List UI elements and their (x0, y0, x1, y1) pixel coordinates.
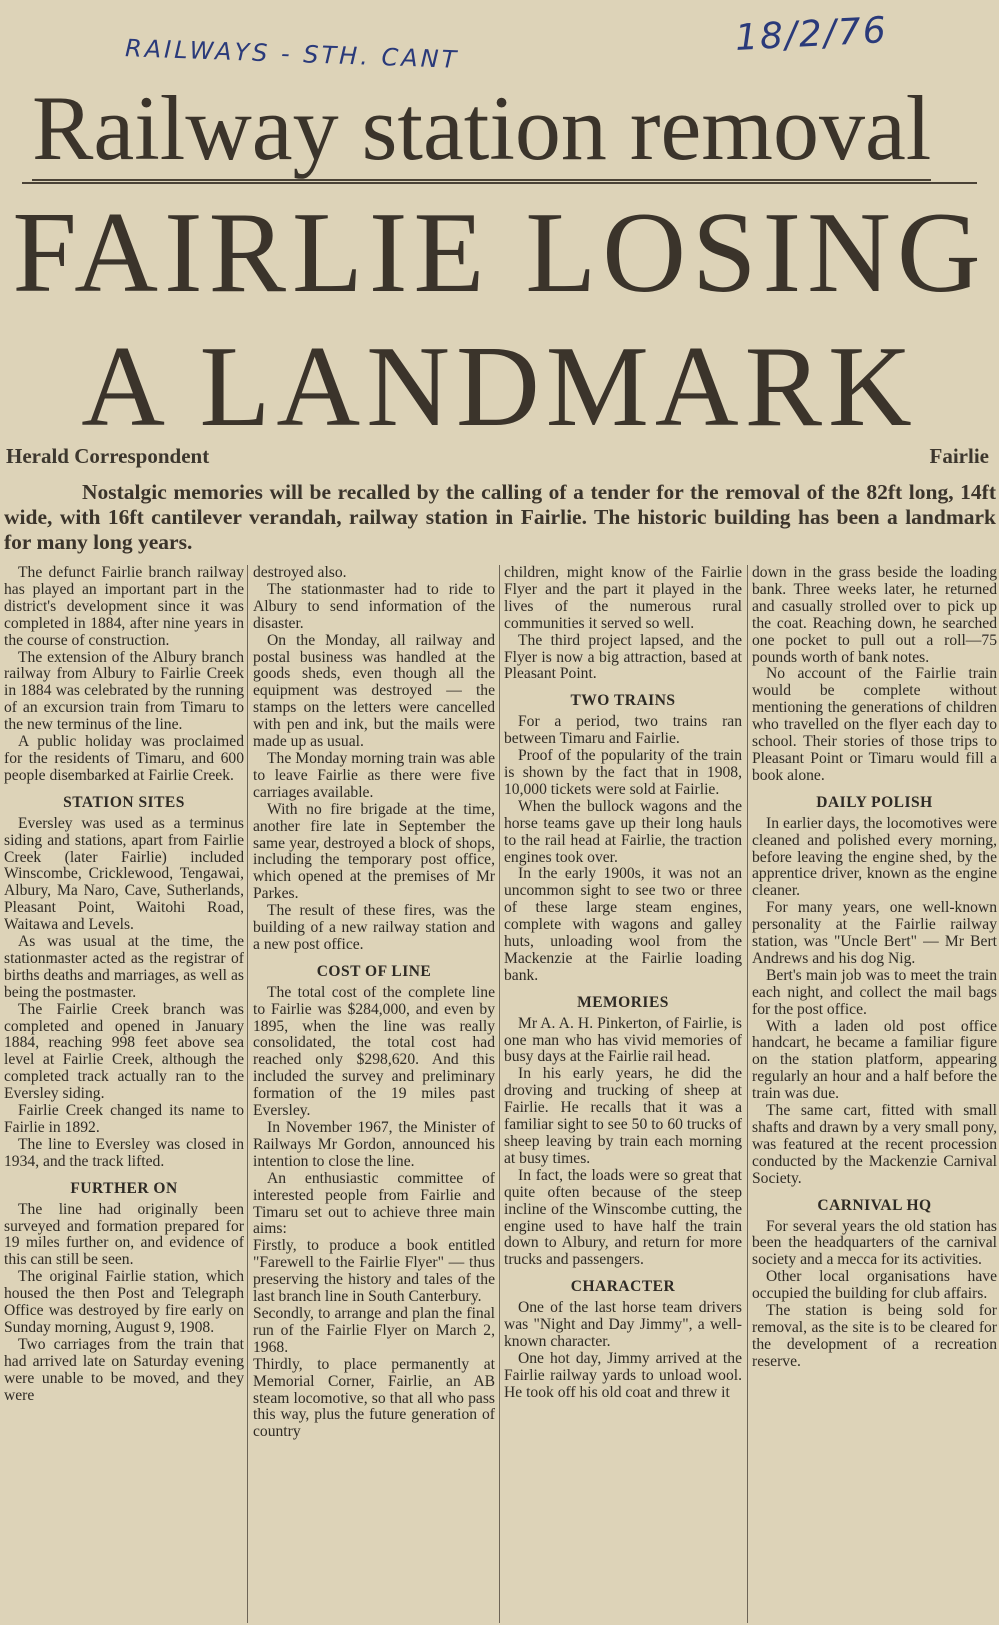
headline-kicker-text: Railway station removal (32, 77, 932, 179)
paragraph: The defunct Fairlie branch railway has played an important part in the district's development since it was completed in 1884, after nine years in the course of construction. (4, 565, 244, 649)
paragraph: With no fire brigade at the time, another fire late in September the same year, destroyed a block of shops, including the temporary post office, which opened at the premises of Mr Parkes. (253, 800, 495, 903)
paragraph: Mr A. A. H. Pinkerton, of Fairlie, is one man who has vivid memories of busy days at the Fairlie rail head. (504, 1014, 742, 1066)
subheading-further-on: FURTHER ON (70, 1179, 178, 1197)
paragraph: With a laden old post office handcart, he became a familiar figure on the station platform, appearing regularly an hour and a half before the train was due. (752, 1017, 997, 1103)
paragraph: Secondly, to arrange and plan the final run of the Fairlie Flyer on March 2, 1968. (253, 1304, 495, 1356)
column-divider (747, 565, 748, 1623)
paragraph: The line to Eversley was closed in 1934, and the track lifted. (4, 1135, 244, 1170)
main-headline-line1: FAIRLIE LOSING (12, 189, 987, 317)
main-headline-line2: A LANDMARK (81, 323, 918, 451)
paragraph: For a period, two trains ran between Timaru and Fairlie. (504, 713, 742, 748)
article-column-1 (4, 565, 244, 1623)
subheading-character: CHARACTER (570, 1278, 676, 1296)
subheading-two-trains: TWO TRAINS (570, 692, 676, 710)
paragraph: Bert's main job was to meet the train each night, and collect the mail bags for the post office. (752, 966, 997, 1018)
paragraph: Eversley was used as a terminus siding and stations, apart from Fairlie Creek (later Fairlie) included Winscombe, Cricklewood, Tengawai, Albury, Ma Naro, Cave, Sutherlands, Pleasant Point, Waitohi Road, Waitawa and Levels. (4, 814, 244, 934)
column-divider (247, 565, 248, 1623)
paragraph: The Monday morning train was able to leave Fairlie as there were five carriages available. (253, 749, 495, 801)
subheading-daily-polish: DAILY POLISH (816, 793, 933, 811)
subheading-memories: MEMORIES (577, 993, 669, 1011)
paragraph: children, might know of the Fairlie Flyer and the part it played in the lives of the numerous rural communities it served so well. (504, 565, 742, 632)
paragraph: Thirdly, to place permanently at Memorial Corner, Fairlie, an AB steam locomotive, so that all who pass this way, plus the future generation of country (253, 1355, 495, 1441)
paragraph: One of the last horse team drivers was "Night and Day Jimmy", a well-known character. (504, 1299, 742, 1350)
byline-location: Fairlie (929, 444, 989, 468)
paragraph: Proof of the popularity of the train is shown by the fact that in 1908, 10,000 tickets were sold at Fairlie. (504, 747, 742, 798)
subheading-carnival-hq: CARNIVAL HQ (817, 1196, 932, 1214)
handwritten-date-note: 18/2/76 (734, 10, 889, 59)
article-column-4 (752, 565, 997, 1623)
paragraph: In the early 1900s, it was not an uncommon sight to see two or three of these large steam engines, complete with wagons and galley huts, unloading wool from the Mackenzie at the Fairlie loading bank. (504, 865, 742, 984)
paragraph: The station is being sold for removal, as the site is to be cleared for the development of a recreation reserve. (752, 1302, 997, 1370)
paragraph: An enthusiastic committee of interested people from Fairlie and Timaru set out to achieve three main aims: (253, 1169, 495, 1238)
subheading-station-sites: STATION SITES (63, 793, 185, 811)
paragraph: The original Fairlie station, which housed the then Post and Telegraph Office was destroyed by fire early on Sunday morning, August 9, 1908. (4, 1268, 244, 1336)
paragraph: When the bullock wagons and the horse teams gave up their long hauls to the rail head at Fairlie, the traction engines took over. (504, 797, 742, 866)
paragraph: No account of the Fairlie train would be complete without mentioning the generations of children who travelled on the flyer each day to school. Their stories of those trips to Pleasant Point or Timaru would fill a book alone. (752, 665, 997, 784)
subheading-cost-of-line: COST OF LINE (316, 962, 432, 980)
paragraph: Two carriages from the train that had arrived late on Saturday evening were unable to be moved, and they were (4, 1335, 244, 1404)
handwritten-topic-note: RAILWAYS - STH. CANT (124, 34, 460, 74)
paragraph: The extension of the Albury branch railway from Albury to Fairlie Creek in 1884 was celebrated by the running of an excursion train from Timaru to the new terminus of the line. (4, 648, 244, 734)
standfirst-intro: Nostalgic memories will be recalled by the calling of a tender for the removal of the 82ft long, 14ft wide, with 16ft cantilever verandah, railway station in Fairlie. The historic building has been a landmark for many long years. (4, 480, 996, 554)
paragraph: down in the grass beside the loading bank. Three weeks later, he returned and casually strolled over to pick up the coat. Reaching down, he searched one pocket to pull out a roll—75 pounds worth of bank notes. (752, 565, 997, 666)
paragraph: The result of these fires, was the building of a new railway station and a new post office. (253, 902, 495, 953)
paragraph: In November 1967, the Minister of Railways Mr Gordon, announced his intention to close the line. (253, 1119, 495, 1170)
paragraph: destroyed also. (253, 565, 347, 581)
paragraph: Other local organisations have occupied the building for club affairs. (752, 1268, 997, 1303)
paragraph: The line had originally been surveyed and formation prepared for 19 miles further on, and evidence of this can still be seen. (4, 1200, 244, 1269)
paragraph: The Fairlie Creek branch was completed and opened in January 1884, reaching 998 feet above sea level at Fairlie Creek, although the completed track actually ran to the Eversley siding. (4, 1000, 244, 1103)
paragraph: The total cost of the complete line to Fairlie was $284,000, and even by 1895, when the line was really consolidated, the total cost had reached only $298,620. And this included the survey and preliminary formation of the 19 miles past Eversley. (253, 983, 495, 1120)
paragraph: For many years, one well-known personality at the Fairlie railway station, was "Uncle Bert" — Mr Bert Andrews and his dog Nig. (752, 899, 997, 967)
article-column-3 (504, 565, 742, 1623)
paragraph: Firstly, to produce a book entitled "Farewell to the Fairlie Flyer" — thus preserving the history and tales of the last branch line in South Canterbury. (253, 1237, 495, 1306)
paragraph: One hot day, Jimmy arrived at the Fairlie railway yards to unload wool. He took off his old coat and threw it (504, 1349, 742, 1401)
paragraph: In fact, the loads were so great that quite often because of the steep incline of the Winscombe cutting, the engine used to have half the train down to Albury, and return for more trucks and passengers. (504, 1166, 742, 1269)
paragraph: For several years the old station has been the headquarters of the carnival society and a mecca for its activities. (752, 1217, 997, 1269)
paragraph: A public holiday was proclaimed for the residents of Timaru, and 600 people disembarked at Fairlie Creek. (4, 733, 244, 784)
paragraph: The stationmaster had to ride to Albury to send information of the disaster. (253, 580, 495, 632)
paragraph: The third project lapsed, and the Flyer is now a big attraction, based at Pleasant Point. (504, 631, 742, 683)
paragraph: In his early years, he did the droving and trucking of sheep at Fairlie. He recalls that it was a familiar sight to see 50 to 60 trucks of sheep leaving by train each morning at busy times. (504, 1065, 742, 1167)
column-divider (499, 565, 500, 1623)
headline-kicker (32, 78, 972, 178)
byline-correspondent: Herald Correspondent (6, 444, 210, 468)
paragraph: As was usual at the time, the stationmaster acted as the registrar of births deaths and marriages, as well as being the postmaster. (4, 933, 244, 1001)
article-column-2 (253, 565, 495, 1623)
paragraph: Fairlie Creek changed its name to Fairlie in 1892. (4, 1102, 244, 1136)
paragraph: The same cart, fitted with small shafts and drawn by a very small pony, was featured at the recent procession conducted by the Mackenzie Carnival Society. (752, 1102, 997, 1187)
paragraph: In earlier days, the locomotives were cleaned and polished every morning, before leaving the engine shed, by the apprentice driver, known as the engine cleaner. (752, 814, 997, 900)
headline-rule (22, 182, 977, 184)
paragraph: On the Monday, all railway and postal business was handled at the goods sheds, even though all the equipment was destroyed — the stamps on the letters were cancelled with pen and ink, but the mails were made up as usual. (253, 631, 495, 751)
